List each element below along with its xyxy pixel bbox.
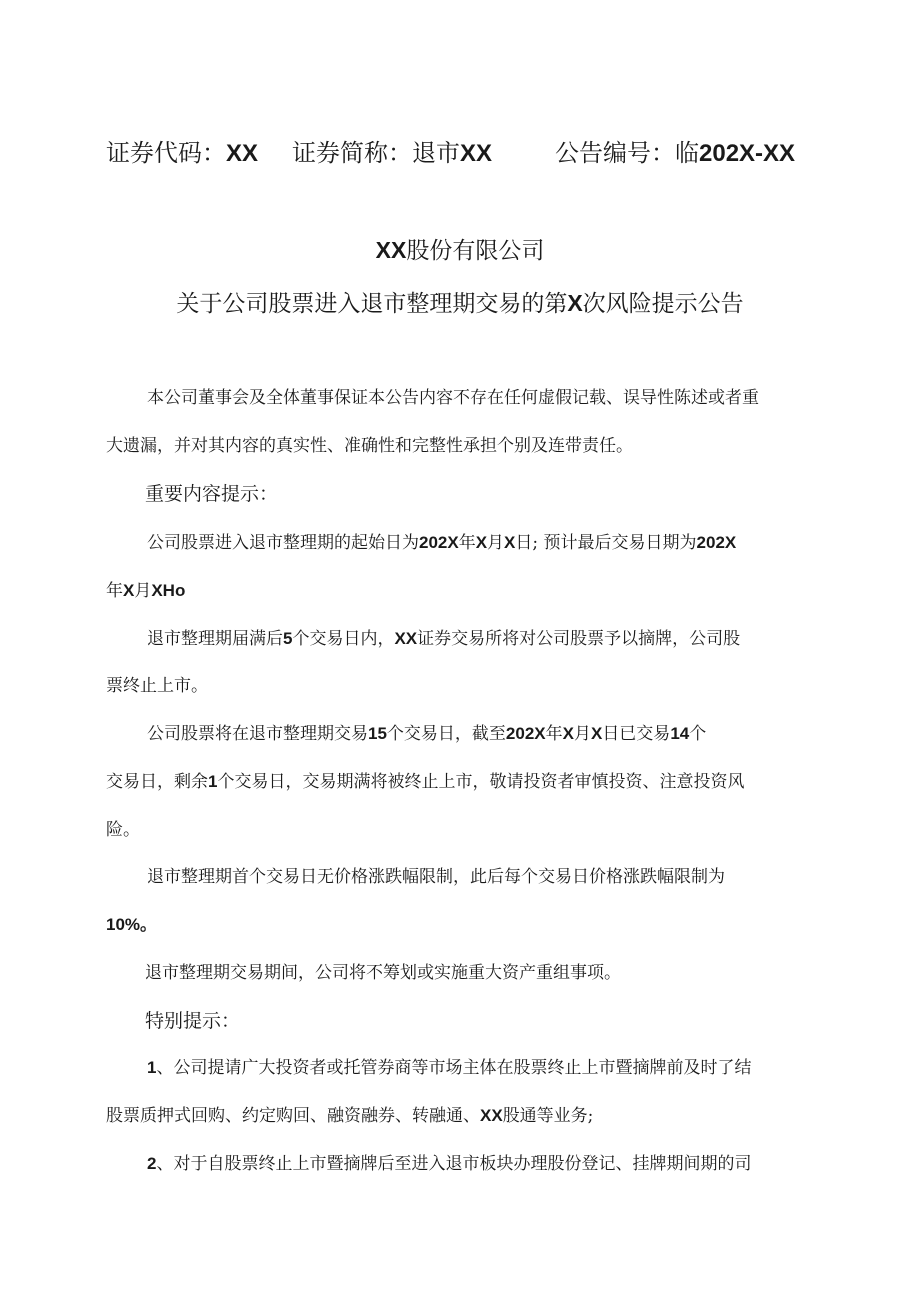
security-code-label: 证券代码： [106, 139, 226, 167]
statement-line-1: 本公司董事会及全体董事保证本公告内容不存在任何虚假记载、误导性陈述或者重 [147, 388, 759, 408]
important-heading: 重要内容提示： [145, 483, 279, 505]
special-item-1-line-2: 股票质押式回购、约定购回、融资融券、转融通、XX股通等业务; [106, 1106, 594, 1126]
statement-line-2: 大遗漏，并对其内容的真实性、准确性和完整性承担个别及连带责任。 [106, 436, 633, 456]
announcement-no-label: 公告编号：临 [555, 139, 699, 167]
security-abbreviation [292, 133, 492, 168]
paragraph-3-line-1: 公司股票将在退市整理期交易15个交易日，截至202X年X月X日已交易14个 [147, 724, 707, 744]
announcement-number [555, 133, 795, 168]
paragraph-4-line-2: 10%。 [106, 915, 158, 934]
security-abbr-value: XX [460, 140, 493, 167]
paragraph-2-line-2: 票终止上市。 [106, 676, 208, 696]
announcement-no-value: 202X-XX [699, 140, 796, 167]
security-code [106, 133, 258, 168]
paragraph-3-line-3: 险。 [106, 820, 140, 840]
special-heading: 特别提示： [145, 1010, 241, 1032]
paragraph-4-line-1: 退市整理期首个交易日无价格涨跌幅限制，此后每个交易日价格涨跌幅限制为 [147, 867, 725, 887]
security-code-value: XX [226, 140, 259, 167]
special-item-2-line-1: 2、对于自股票终止上市暨摘牌后至进入退市板块办理股份登记、挂牌期间期的司 [147, 1154, 752, 1174]
announcement-title: 关于公司股票进入退市整理期交易的第X次风险提示公告 [176, 290, 744, 317]
paragraph-2-line-1: 退市整理期届满后5个交易日内，XX证券交易所将对公司股票予以摘牌，公司股 [147, 629, 741, 649]
company-name: XX股份有限公司 [375, 237, 545, 264]
paragraph-3-line-2: 交易日，剩余1个交易日，交易期满将被终止上市，敬请投资者审慎投资、注意投资风 [106, 772, 745, 792]
paragraph-5: 退市整理期交易期间，公司将不筹划或实施重大资产重组事项。 [145, 963, 621, 983]
paragraph-1-line-2: 年X月XHo [106, 581, 186, 601]
special-item-1-line-1: 1、公司提请广大投资者或托管券商等市场主体在股票终止上市暨摘牌前及时了结 [147, 1058, 752, 1078]
paragraph-1-line-1: 公司股票进入退市整理期的起始日为202X年X月X日; 预计最后交易日期为202X [147, 533, 737, 553]
security-abbr-label: 证券简称：退市 [292, 139, 460, 167]
